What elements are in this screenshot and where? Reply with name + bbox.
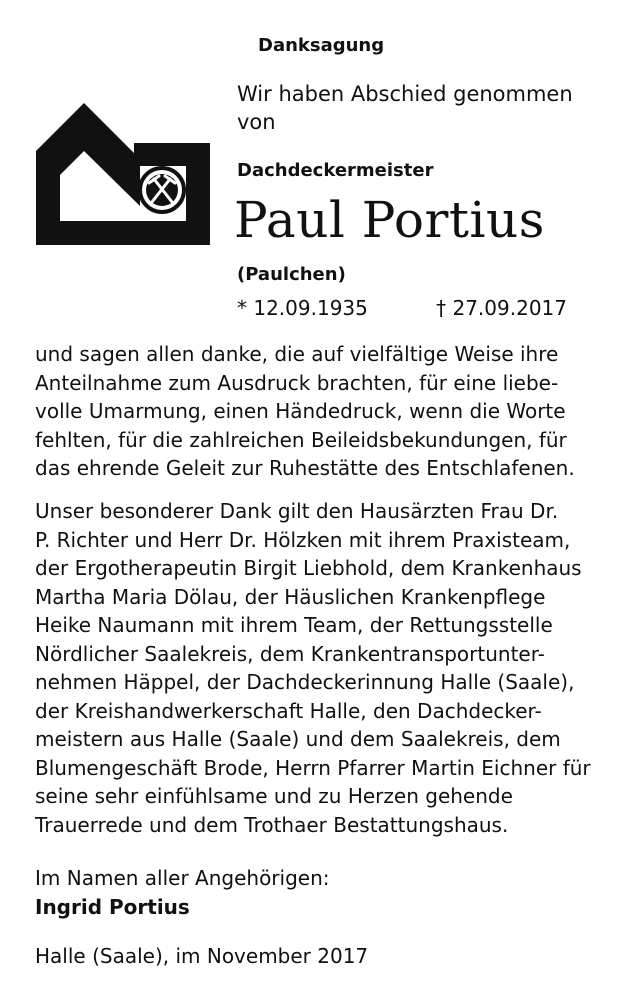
- life-dates: [237, 296, 567, 320]
- text-line: Martha Maria Dölau, der Häuslichen Krankenpflege: [35, 584, 546, 609]
- text-line: Unser besonderer Dank gilt den Hausärzten Frau Dr.: [35, 499, 559, 523]
- text-line: meistern aus Halle (Saale) und dem Saalekreis, dem: [35, 727, 561, 751]
- intro-text: [237, 80, 617, 136]
- text-line: P. Richter und Herr Dr. Hölzken mit ihrem Praxisteam,: [35, 527, 571, 552]
- signer-name: Ingrid Portius: [35, 894, 190, 919]
- heading: Danksagung: [258, 35, 385, 56]
- roofer-guild-logo-icon: [36, 103, 212, 251]
- text-line: Blumengeschäft Brode, Herrn Pfarrer Martin Eichner für: [35, 755, 591, 780]
- death-date: † 27.09.2017: [436, 296, 567, 320]
- deceased-title: Dachdeckermeister: [237, 160, 434, 181]
- text-line: seine sehr einfühlsame und zu Herzen gehende: [35, 784, 513, 808]
- intro-line: von: [237, 110, 276, 134]
- logo-roof-shape: [36, 103, 210, 245]
- deceased-nickname: (Paulchen): [237, 264, 346, 285]
- roofer-guild-logo-svg: [36, 103, 212, 247]
- thanks-paragraph: [35, 340, 615, 483]
- closing-block: [35, 864, 330, 921]
- closing-line: Im Namen aller Angehörigen:: [35, 866, 330, 890]
- text-line: das ehrende Geleit zur Ruhestätte des Entschlafenen.: [35, 456, 575, 480]
- text-line: Nördlicher Saalekreis, dem Krankentransportunter-: [35, 641, 545, 666]
- text-line: Trauerrede und dem Trothaer Bestattungshaus.: [35, 812, 509, 837]
- special-thanks-paragraph: [35, 497, 615, 839]
- text-line: nehmen Häppel, der Dachdeckerinnung Halle (Saale),: [35, 670, 575, 694]
- intro-line: Wir haben Abschied genommen: [237, 82, 573, 106]
- text-line: und sagen allen danke, die auf vielfältige Weise ihre: [35, 342, 559, 366]
- text-line: Anteilnahme zum Ausdruck brachten, für eine liebe-: [35, 370, 559, 395]
- place-date: Halle (Saale), im November 2017: [35, 944, 369, 968]
- text-line: der Kreishandwerkerschaft Halle, den Dachdecker-: [35, 698, 542, 723]
- text-line: fehlten, für die zahlreichen Beileidsbekundungen, für: [35, 427, 567, 452]
- deceased-name: Paul Portius: [234, 191, 545, 249]
- birth-date: * 12.09.1935: [237, 296, 368, 320]
- text-line: volle Umarmung, einen Händedruck, wenn die Worte: [35, 399, 566, 423]
- text-line: der Ergotherapeutin Birgit Liebhold, dem Krankenhaus: [35, 556, 582, 580]
- text-line: Heike Naumann mit ihrem Team, der Rettungsstelle: [35, 613, 553, 637]
